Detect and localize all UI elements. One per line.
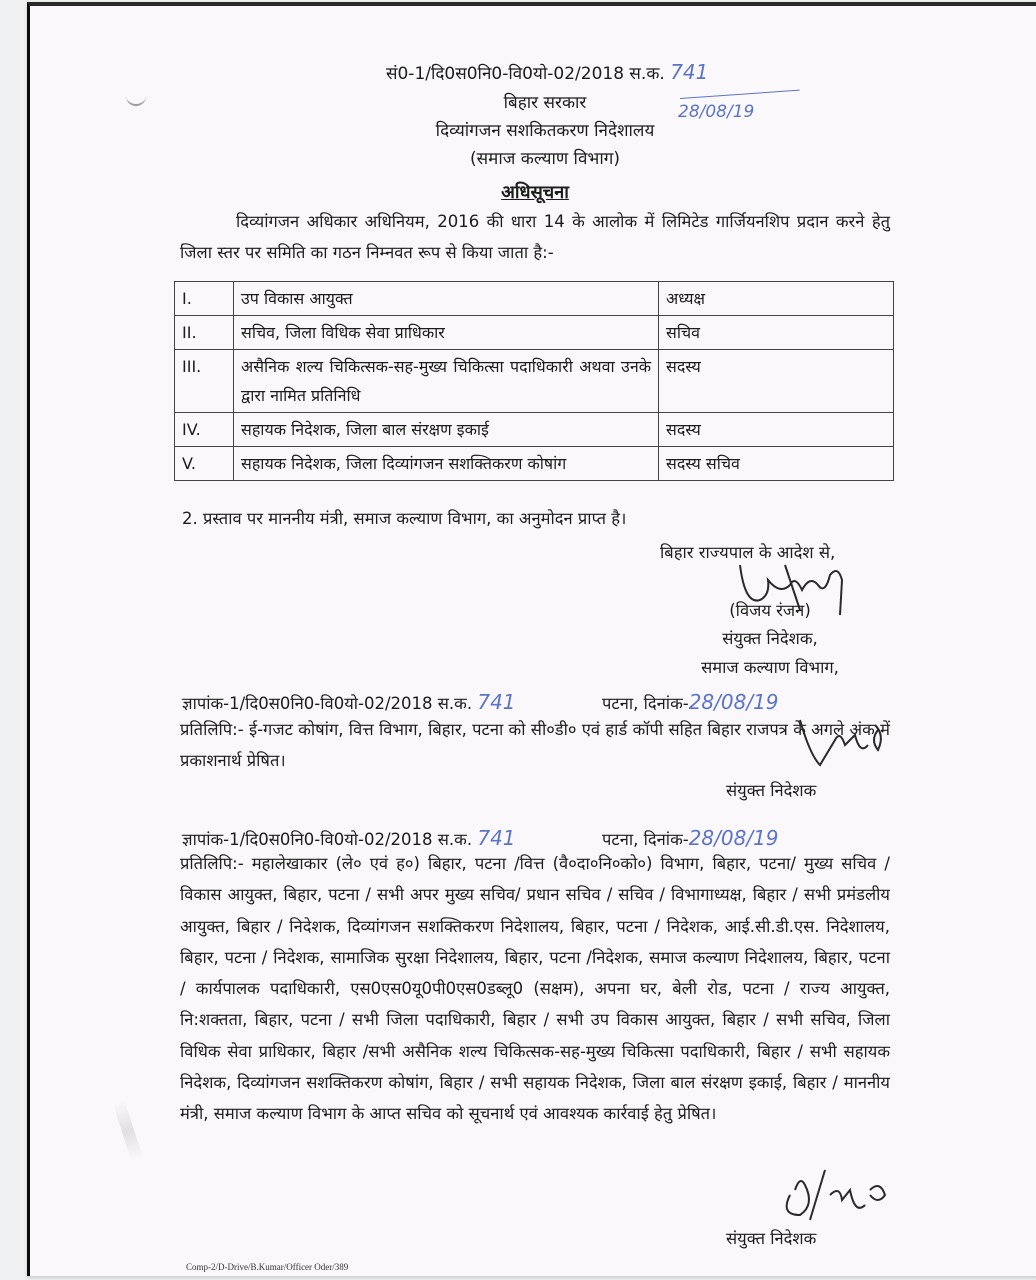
approval-statement: 2. प्रस्ताव पर माननीय मंत्री, समाज कल्याण विभाग, का अनुमोदन प्राप्त है। <box>182 509 627 528</box>
reference-text: सं0-1/दि0स0नि0-वि0यो-02/2018 स.क. <box>386 64 665 84</box>
reference-number <box>386 60 708 84</box>
row-number: I. <box>175 282 234 316</box>
row-number: V. <box>175 447 234 481</box>
intro-paragraph: दिव्यांगजन अधिकार अधिनियम, 2016 की धारा 14 के आलोक में लिमिटेड गार्जियनशिप प्रदान करने हेतु जिला स्तर पर समिति का गठन निम्नवत रूप से किया जाता है:- <box>180 212 890 262</box>
role-cell: अध्यक्ष <box>659 282 894 316</box>
memo2-date-label: पटना, दिनांक- <box>602 830 689 849</box>
signatory-department: समाज कल्याण विभाग, <box>701 658 839 677</box>
table-row <box>175 282 894 316</box>
member-cell: उप विकास आयुक्त <box>234 282 659 316</box>
table-row <box>175 316 894 350</box>
paper-smudge <box>113 1101 143 1162</box>
memo1-date-label: पटना, दिनांक- <box>602 694 689 713</box>
memo2-handwritten-number: 741 <box>477 826 516 850</box>
member-cell: सचिव, जिला विधिक सेवा प्राधिकार <box>234 316 659 350</box>
memo1-signatory: संयुक्त निदेशक <box>726 781 817 800</box>
row-number: II. <box>175 316 234 350</box>
memo1-handwritten-date: 28/08/19 <box>688 690 779 714</box>
table-row <box>175 447 894 481</box>
memo1-place-date <box>602 690 779 714</box>
directorate-name: दिव्यांगजन सशकितकरण निदेशालय <box>435 121 655 141</box>
row-number: IV. <box>175 413 234 447</box>
member-cell: सहायक निदेशक, जिला बाल संरक्षण इकाई <box>234 413 659 447</box>
memo1-copy-text: प्रतिलिपि:- ई-गजट कोषांग, वित्त विभाग, बिहार, पटना को सी०डी० एवं हार्ड कॉपी सहित बिहार राजपत्र के अगले अंक में प्रकाशनार्थ प्रेषित। <box>180 720 890 770</box>
memo1-reference <box>182 690 516 714</box>
memo2-reference <box>182 826 516 850</box>
row-number: III. <box>175 350 234 413</box>
role-cell: सदस्य <box>659 413 894 447</box>
role-cell: सदस्य सचिव <box>659 447 894 481</box>
member-cell: सहायक निदेशक, जिला दिव्यांगजन सशक्तिकरण कोषांग <box>234 447 659 481</box>
member-cell: असैनिक शल्य चिकित्सक-सह-मुख्य चिकित्सा पदाधिकारी अथवा उनके द्वारा नामित प्रतिनिधि <box>234 350 659 413</box>
handwritten-date: 28/08/19 <box>678 102 755 122</box>
govt-name: बिहार सरकार <box>503 93 587 113</box>
signatory-name: (विजय रंजन) <box>729 601 811 620</box>
file-path-footer: Comp-2/D-Drive/B.Kumar/Officer Oder/389 <box>186 1262 349 1272</box>
memo2-place-date <box>602 826 779 850</box>
signature-2 <box>790 715 890 775</box>
memo1-ref-text: ज्ञापांक-1/दि0स0नि0-वि0यो-02/2018 स.क. <box>182 694 473 713</box>
handwritten-ref-number: 741 <box>670 60 709 84</box>
committee-table <box>174 281 894 481</box>
role-cell: सचिव <box>659 316 894 350</box>
notification-title: अधिसूचना <box>501 182 569 203</box>
table-row <box>175 350 894 413</box>
memo2-copy-text: प्रतिलिपि:- महालेखाकार (ले० एवं ह०) बिहार, पटना /वित्त (वै०दा०नि०को०) विभाग, बिहार, पटना/ मुख्य सचिव / विकास आयुक्त, बिहार, पटना / सभी अपर मुख्य सचिव/ प्रधान सचिव / सचिव / विभागाध्यक्ष, बिहार / सभी प्रमंडलीय आयुक्त, बिहार / निदेशक, दिव्यांगजन सशक्तिकरण निदेशालय, बिहार, पटना / निदेशक, आई.सी.डी.एस. निदेशालय, बिहार, पटना / निदेशक, सामाजिक सुरक्षा निदेशालय, बिहार, पटना /निदेशक, समाज कल्याण निदेशालय, बिहार, पटना / कार्यपालक पदाधिकारी, एस0एस0यू0पी0एस0डब्लू0 (सक्षम), अपना घर, बेली रोड, पटना / राज्य आयुक्त, नि:शक्तता, बिहार, पटना / सभी जिला पदाधिकारी, बिहार / सभी उप विकास आयुक्त, बिहार / सभी सचिव, जिला विधिक सेवा प्राधिकार, बिहार /सभी असैनिक शल्य चिकित्सक-सह-मुख्य चिकित्सा पदाधिकारी, बिहार / सभी सहायक निदेशक, दिव्यांगजन सशक्तिकरण कोषांग, बिहार / सभी सहायक निदेशक, जिला बाल संरक्षण इकाई, बिहार / माननीय मंत्री, समाज कल्याण विभाग के आप्त सचिव को सूचनार्थ एवं आवश्यक कार्रवाई हेतु प्रेषित। <box>180 854 890 1124</box>
memo2-signatory: संयुक्त निदेशक <box>726 1229 817 1248</box>
governor-order-line: बिहार राज्यपाल के आदेश से, <box>660 543 836 562</box>
table-row <box>175 413 894 447</box>
role-cell: सदस्य <box>659 350 894 413</box>
memo1-handwritten-number: 741 <box>477 690 516 714</box>
punch-hole-mark <box>126 90 146 106</box>
memo2-handwritten-date: 28/08/19 <box>688 826 779 850</box>
signature-3 <box>770 1165 900 1225</box>
department-name: (समाज कल्याण विभाग) <box>470 149 620 169</box>
signatory-designation: संयुक्त निदेशक, <box>722 629 818 648</box>
memo2-ref-text: ज्ञापांक-1/दि0स0नि0-वि0यो-02/2018 स.क. <box>182 830 473 849</box>
